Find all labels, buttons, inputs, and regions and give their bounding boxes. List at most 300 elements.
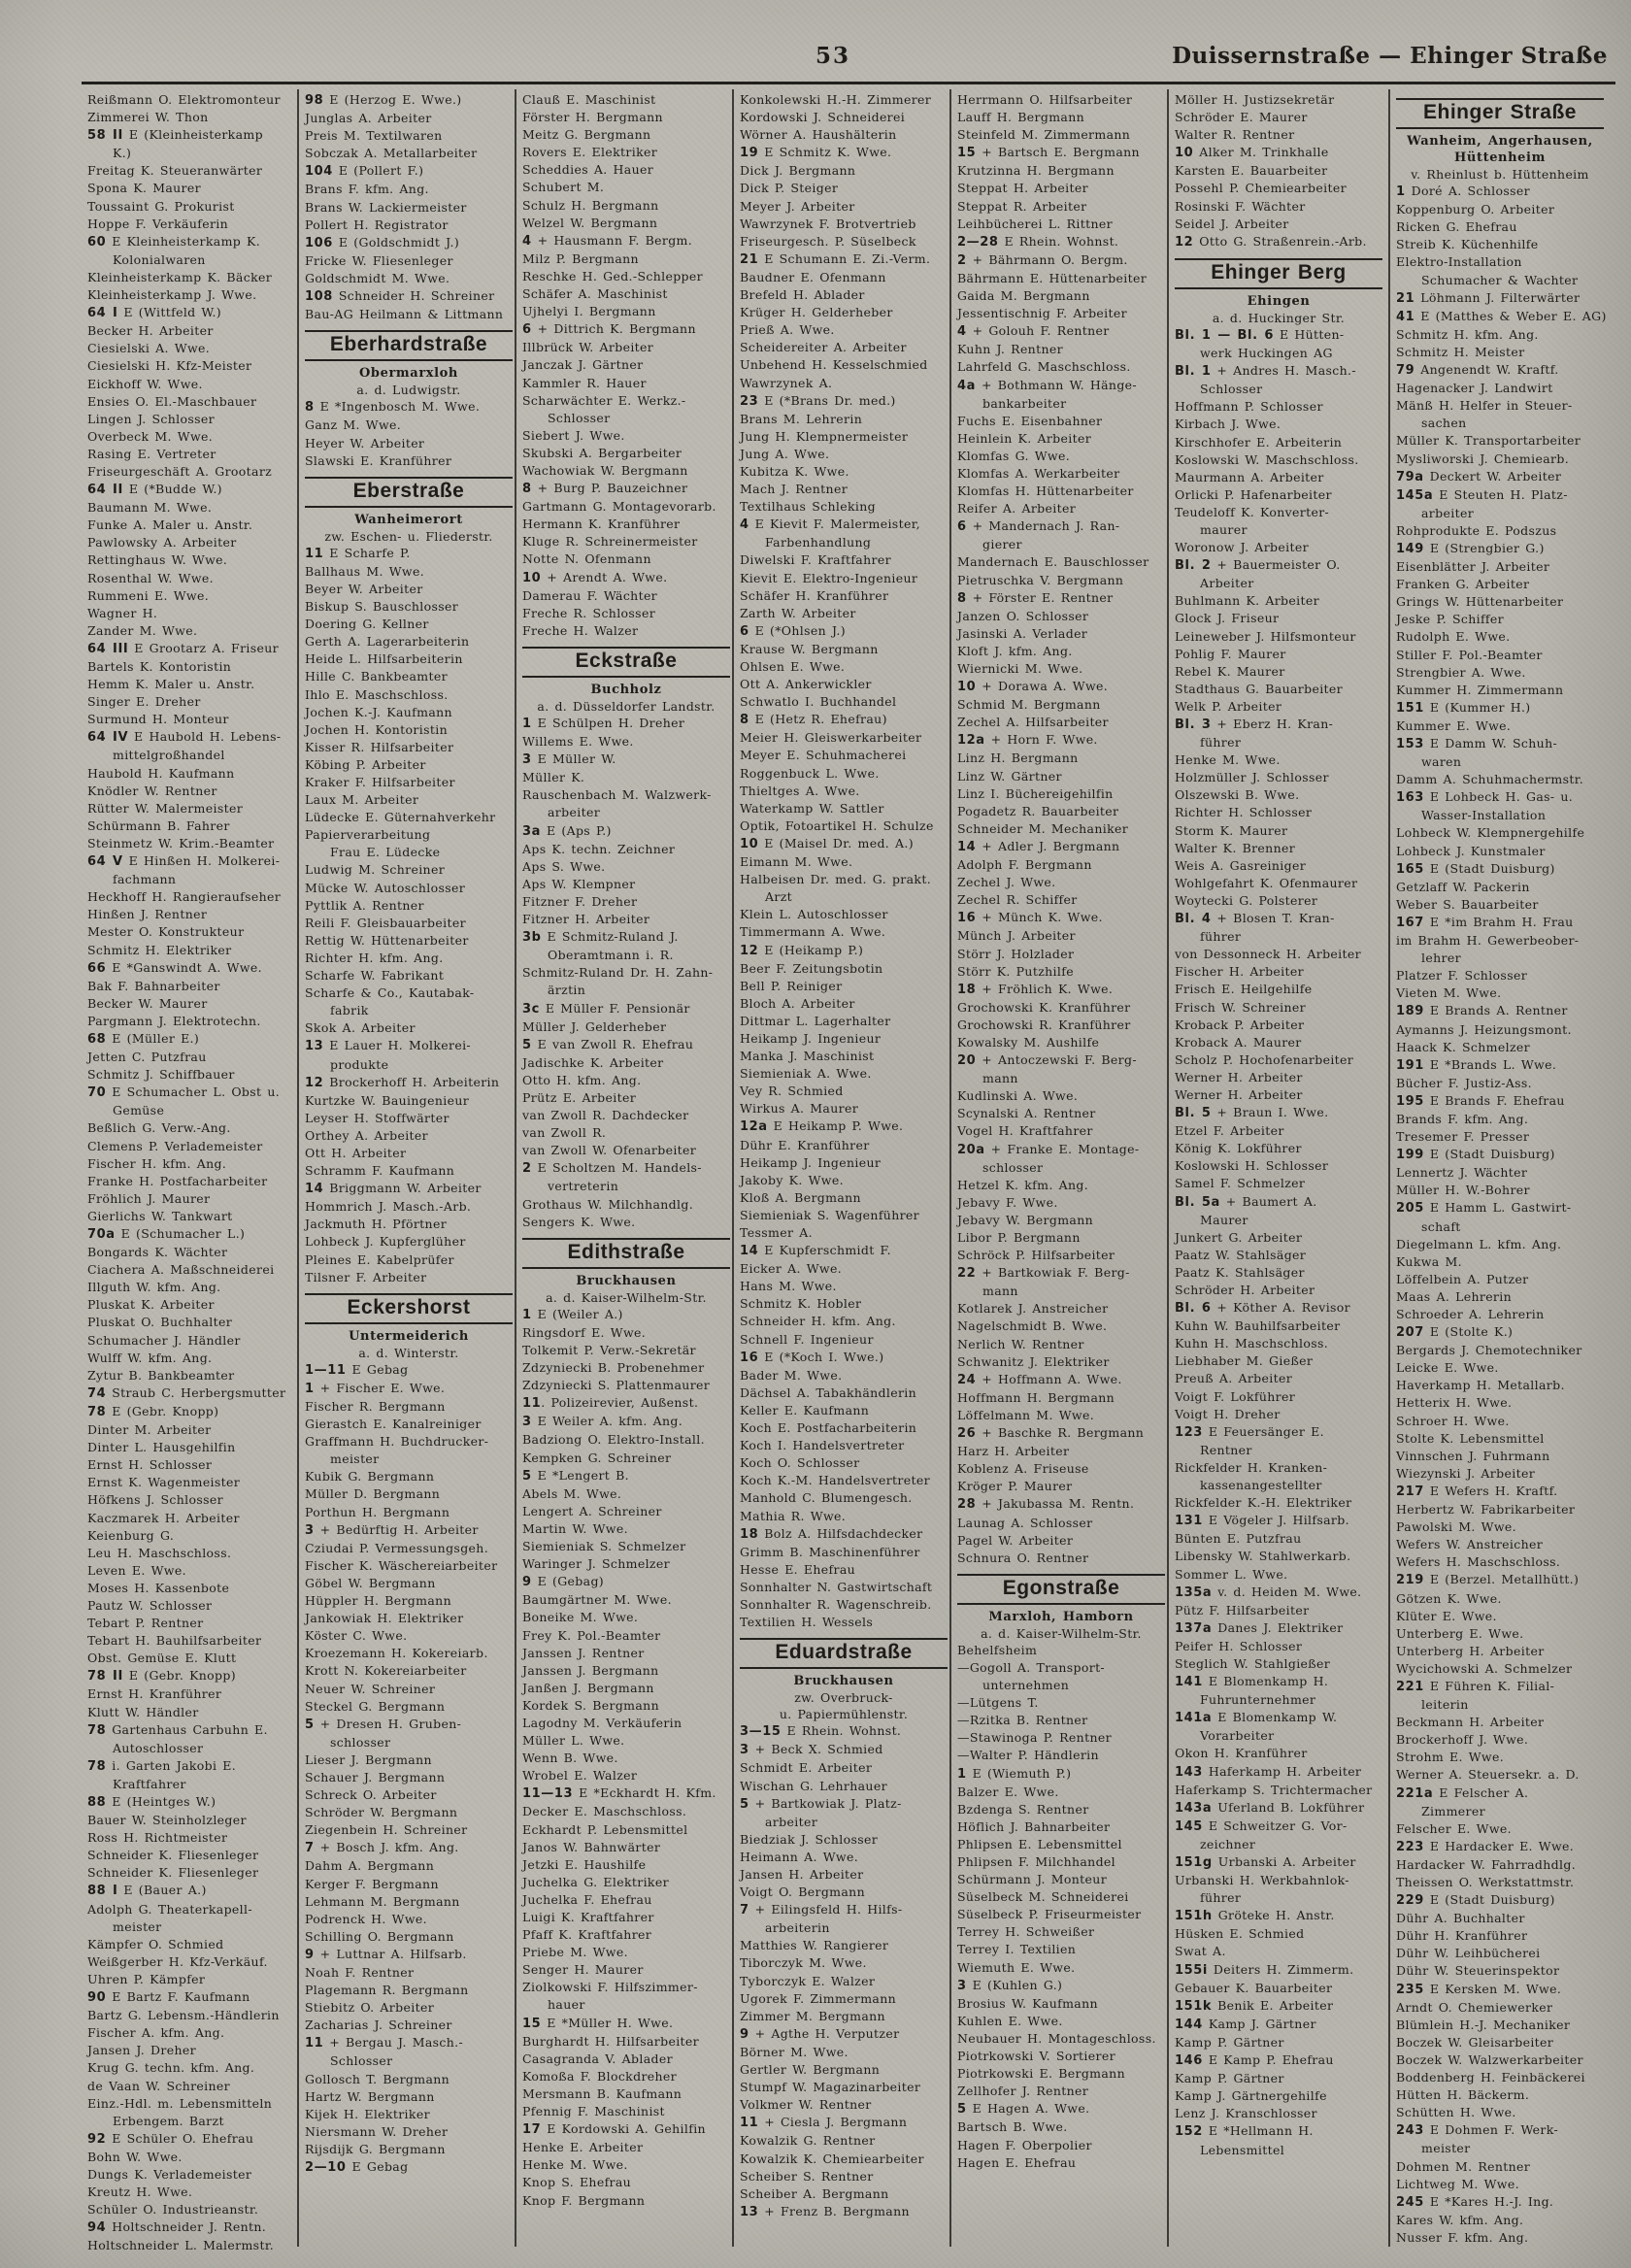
house-number: 94: [87, 2220, 107, 2236]
house-number: 3: [522, 1415, 532, 1430]
directory-entry: Janzen O. Schlosser: [957, 608, 1089, 623]
directory-entry: 3a E (Aps P.): [522, 822, 612, 839]
house-number: 1: [1396, 184, 1406, 200]
directory-entry: Blümlein H.-J. Mechaniker: [1396, 2017, 1571, 2032]
directory-entry: Waterkamp W. Sattler: [740, 800, 884, 816]
directory-entry-continuation: arbeiter: [765, 1814, 818, 1829]
directory-entry: 64 IV E Haubold H. Lebens-: [87, 729, 282, 746]
directory-entry: Bl. 4 + Blosen T. Kran-: [1175, 911, 1335, 927]
directory-entry: von Dessonneck H. Arbeiter: [1175, 947, 1361, 962]
directory-entry: Zytur B. Bankbeamter: [87, 1367, 235, 1383]
directory-entry: 15 E *Müller H. Wwe.: [522, 2015, 674, 2031]
directory-entry: Schmitz H. Meister: [1396, 344, 1525, 359]
directory-entry: Lagodny M. Verkäuferin: [522, 1715, 682, 1730]
directory-entry: 108 Schneider H. Schreiner: [305, 288, 495, 305]
directory-entry: Werner A. Steuersekr. a. D.: [1396, 1767, 1580, 1783]
directory-entry: Steglich W. Stahlgießer: [1175, 1655, 1331, 1671]
directory-entry: Stolte K. Lebensmittel: [1396, 1430, 1545, 1446]
house-number: Bl. 6: [1175, 1301, 1212, 1317]
directory-entry: Steinmetz W. Krim.-Beamter: [87, 835, 275, 850]
directory-entry: Ciesielski A. Wwe.: [87, 341, 211, 356]
directory-entry: Hoffmann H. Bergmann: [957, 1389, 1115, 1405]
directory-entry: Vinnschen J. Fuhrmann: [1396, 1448, 1550, 1463]
directory-entry: Franke H. Postfacharbeiter: [87, 1173, 268, 1188]
directory-entry: Surmund H. Monteur: [87, 712, 229, 727]
directory-entry: Werner H. Arbeiter: [1175, 1069, 1303, 1084]
directory-entry: 3c E Müller F. Pensionär: [522, 1000, 690, 1017]
directory-entry: Kummer E. Wwe.: [1396, 717, 1512, 733]
directory-entry: —Rzitka B. Rentner: [957, 1713, 1088, 1728]
directory-entry: Lohbeck W. Klempnergehilfe: [1396, 825, 1585, 841]
directory-entry: Schmitz J. Schiffbauer: [87, 1067, 235, 1083]
directory-entry: Klein L. Autoschlosser: [740, 907, 888, 922]
house-number: Bl. 1 — Bl. 6: [1175, 327, 1275, 343]
directory-entry: de Vaan W. Schreiner: [87, 2078, 230, 2093]
directory-entry: Schubert M.: [522, 180, 605, 195]
directory-entry: Phlipsen E. Lebensmittel: [957, 1836, 1122, 1851]
directory-entry: 229 E (Stadt Duisburg): [1396, 1892, 1555, 1909]
directory-entry: 78 E (Gebr. Knopp): [87, 1403, 219, 1419]
directory-entry: Hoffmann P. Schlosser: [1175, 399, 1323, 415]
directory-entry: Schmid M. Bergmann: [957, 697, 1101, 713]
directory-entry: Paatz K. Stahlsäger: [1175, 1264, 1305, 1280]
directory-entry-continuation: hauer: [548, 1997, 585, 2013]
directory-entry: Schneider K. Fliesenleger: [87, 1848, 259, 1863]
directory-entry: Zimmerei W. Thon: [87, 110, 209, 125]
directory-entry: Knop S. Ehefrau: [522, 2175, 632, 2190]
directory-column-5: [957, 91, 1165, 2172]
house-number: 28: [957, 1497, 977, 1513]
directory-entry: Libor P. Bergmann: [957, 1230, 1081, 1245]
running-header: Duissernstraße — Ehinger Straße: [1172, 43, 1608, 69]
house-number: 5: [522, 1037, 532, 1052]
directory-entry-continuation: Fuhrunternehmer: [1200, 1692, 1316, 1708]
directory-entry-continuation: unternehmen: [982, 1678, 1070, 1693]
directory-entry: Zechel R. Schiffer: [957, 892, 1078, 908]
directory-entry: Casagranda V. Ablader: [522, 2051, 673, 2066]
column-divider: [732, 89, 734, 2247]
location-subheading: a. d. Winterstr.: [358, 1345, 459, 1360]
directory-entry: Kuhn W. Bauhilfsarbeiter: [1175, 1318, 1341, 1334]
directory-entry: Mathia R. Wwe.: [740, 1508, 847, 1523]
directory-entry: Rickfelder H. Kranken-: [1175, 1459, 1328, 1475]
directory-entry: 135a v. d. Heiden M. Wwe.: [1175, 1584, 1362, 1600]
directory-entry: Porthun H. Bergmann: [305, 1504, 450, 1519]
directory-entry: 13 + Frenz B. Bergmann: [740, 2203, 910, 2219]
directory-entry: Skubski A. Bergarbeiter: [522, 445, 682, 460]
directory-entry: Klomfas G. Wwe.: [957, 448, 1071, 463]
directory-entry: Grochowski R. Kranführer: [957, 1017, 1131, 1032]
directory-entry: Heikamp J. Ingenieur: [740, 1154, 882, 1170]
directory-entry: Pütz F. Hilfsarbeiter: [1175, 1602, 1310, 1618]
directory-entry: Glock J. Friseur: [1175, 611, 1280, 626]
house-number: 21: [740, 251, 759, 267]
house-number: 221a: [1396, 1785, 1434, 1801]
directory-entry: Unbehend H. Kesselschmied: [740, 357, 928, 373]
directory-entry: Klomfas H. Hüttenarbeiter: [957, 484, 1134, 499]
directory-entry: Störr K. Putzhilfe: [957, 963, 1074, 979]
house-number: 2—28: [957, 234, 999, 250]
directory-entry: Lenz J. Kranschlosser: [1175, 2106, 1317, 2121]
directory-entry: van Zwoll R. Dachdecker: [522, 1108, 689, 1123]
directory-entry: Rovers E. Elektriker: [522, 145, 658, 160]
directory-entry: 12a E Heikamp P. Wwe.: [740, 1118, 904, 1135]
directory-entry: Arndt O. Chemiewerker: [1396, 1999, 1553, 2015]
directory-entry: Heikamp J. Ingenieur: [740, 1030, 882, 1046]
house-number: 245: [1396, 2194, 1424, 2210]
directory-entry: Vogel H. Kraftfahrer: [957, 1123, 1093, 1139]
directory-entry: van Zwoll W. Ofenarbeiter: [522, 1143, 697, 1158]
directory-entry: Förster H. Bergmann: [522, 110, 663, 125]
directory-entry: 3 E Müller W.: [522, 751, 616, 768]
directory-entry: Krause W. Bergmann: [740, 641, 879, 656]
house-number: 13: [740, 2204, 759, 2219]
directory-entry: 219 E (Berzel. Metallhütt.): [1396, 1572, 1580, 1588]
directory-entry: Papierverarbeitung: [305, 827, 431, 843]
directory-entry: Beer F. Zeitungsbotin: [740, 960, 883, 976]
directory-entry: Kirbach J. Wwe.: [1175, 417, 1282, 432]
directory-entry: 79 Angenendt W. Kraftf.: [1396, 362, 1559, 379]
directory-entry: Frey K. Pol.-Beamter: [522, 1627, 661, 1643]
directory-entry: Dinter L. Hausgehilfin: [87, 1440, 236, 1455]
house-number: 8: [522, 482, 532, 497]
directory-entry: 41 E (Matthes & Weber E. AG): [1396, 308, 1607, 324]
directory-entry: Fischer H. kfm. Ang.: [87, 1155, 227, 1171]
house-number: 5: [957, 2102, 967, 2118]
directory-entry: 146 E Kamp P. Ehefrau: [1175, 2052, 1334, 2069]
directory-entry: Graffmann H. Buchdrucker-: [305, 1434, 489, 1450]
directory-entry-continuation: arbeiter: [1421, 505, 1475, 520]
directory-entry: 23 E (*Brans Dr. med.): [740, 392, 896, 409]
directory-entry: Piotrkowski E. Bergmann: [957, 2066, 1125, 2082]
directory-entry: 1 E Schülpen H. Dreher: [522, 716, 685, 731]
directory-entry: Bl. 5a + Baumert A.: [1175, 1193, 1317, 1210]
directory-entry: Junglas A. Arbeiter: [305, 111, 432, 126]
directory-entry: Dinter M. Arbeiter: [87, 1422, 212, 1438]
directory-entry: Noah F. Rentner: [305, 1965, 415, 1980]
directory-entry: König K. Lokführer: [1175, 1141, 1302, 1156]
directory-entry: Niersmann W. Dreher: [305, 2123, 449, 2139]
directory-entry: Heinlein K. Arbeiter: [957, 430, 1092, 446]
directory-entry: 12 Brockerhoff H. Arbeiterin: [305, 1074, 500, 1090]
directory-entry: Mücke W. Autoschlosser: [305, 880, 466, 895]
directory-entry: Köster C. Wwe.: [305, 1628, 408, 1644]
directory-entry: Plagemann R. Bergmann: [305, 1983, 469, 1998]
directory-entry-continuation: schlosser: [982, 1159, 1044, 1175]
directory-entry: Preis M. Textilwaren: [305, 128, 443, 144]
directory-entry: 5 + Dresen H. Gruben-: [305, 1716, 462, 1732]
directory-entry: Bartels K. Kontoristin: [87, 659, 232, 674]
directory-entry: Müller D. Bergmann: [305, 1486, 441, 1502]
directory-entry: Damerau F. Wächter: [522, 587, 658, 603]
directory-entry: 20 + Antoczewski F. Berg-: [957, 1052, 1137, 1069]
house-number: 223: [1396, 1839, 1424, 1854]
directory-entry: Pluskat K. Arbeiter: [87, 1297, 215, 1313]
directory-entry: Singer E. Dreher: [87, 694, 201, 710]
house-number: 90: [87, 1990, 107, 2006]
directory-entry: Jetten C. Putzfrau: [87, 1050, 207, 1065]
house-number: 41: [1396, 309, 1415, 324]
directory-entry: 221 E Führen K. Filial-: [1396, 1678, 1555, 1694]
directory-entry: Scheiber A. Bergmann: [740, 2185, 889, 2201]
directory-entry: Mester O. Konstrukteur: [87, 924, 245, 940]
directory-entry: Nagelschmidt B. Wwe.: [957, 1318, 1108, 1334]
directory-entry: 58 II E (Kleinheisterkamp: [87, 127, 263, 144]
house-number: 5: [305, 1717, 315, 1732]
directory-entry: Rasing E. Vertreter: [87, 446, 216, 461]
directory-entry: Grimm B. Maschinenführer: [740, 1544, 920, 1559]
directory-entry: Burghardt H. Hilfsarbeiter: [522, 2033, 699, 2049]
directory-entry: Leicke E. Wwe.: [1396, 1360, 1499, 1376]
house-number: 78: [87, 1404, 107, 1419]
directory-entry: Jochen H. Kontoristin: [305, 721, 448, 737]
directory-entry: Pyttlik A. Rentner: [305, 897, 424, 913]
directory-entry: Dächsel A. Tabakhändlerin: [740, 1384, 917, 1400]
directory-entry: Pleines E. Kabelprüfer: [305, 1251, 454, 1267]
directory-entry: 1 E (Weiler A.): [522, 1306, 623, 1322]
house-number: 60: [87, 234, 107, 250]
directory-entry: Schramm F. Kaufmann: [305, 1163, 455, 1179]
directory-entry: Steckel G. Bergmann: [305, 1698, 446, 1714]
directory-entry: Funke A. Maler u. Anstr.: [87, 517, 253, 533]
directory-entry: Terrey H. Schweißer: [957, 1924, 1095, 1940]
directory-entry: Lahrfeld G. Maschschloss.: [957, 359, 1131, 375]
directory-entry: Roggenbuck L. Wwe.: [740, 765, 880, 781]
directory-entry: Kuhn H. Maschschloss.: [1175, 1336, 1329, 1351]
directory-entry: Lichtweg M. Wwe.: [1396, 2176, 1519, 2191]
directory-entry: Willems E. Wwe.: [522, 734, 634, 750]
directory-entry: Kloß A. Bergmann: [740, 1189, 861, 1205]
directory-entry: Liebhaber M. Gießer: [1175, 1353, 1314, 1369]
street-heading: Eberhardstraße: [305, 330, 513, 361]
directory-entry: Maurmann A. Arbeiter: [1175, 469, 1324, 484]
house-number: 207: [1396, 1325, 1424, 1341]
directory-entry: Schroer H. Wwe.: [1396, 1413, 1510, 1428]
house-number: 9: [740, 2026, 749, 2042]
house-number: 17: [522, 2122, 542, 2138]
directory-entry: Nusser F. kfm. Ang.: [1396, 2229, 1529, 2245]
directory-entry: Tebart H. Bauhilfsarbeiter: [87, 1633, 262, 1649]
directory-entry: Kares W. kfm. Ang.: [1396, 2212, 1524, 2227]
directory-entry: Kirschhofer E. Arbeiterin: [1175, 434, 1343, 450]
directory-entry: 235 E Kersken M. Wwe.: [1396, 1981, 1562, 1997]
house-number: 24: [957, 1372, 977, 1387]
directory-entry: Tiborczyk M. Wwe.: [740, 1955, 867, 1971]
house-number: 10: [522, 570, 542, 585]
directory-entry-continuation: maurer: [1200, 521, 1248, 537]
directory-entry: 26 + Baschke R. Bergmann: [957, 1425, 1145, 1442]
directory-entry: 191 E *Brands L. Wwe.: [1396, 1056, 1557, 1073]
directory-entry: Reili F. Gleisbauarbeiter: [305, 915, 466, 930]
location-subheading: u. Papiermühlenstr.: [779, 1707, 909, 1722]
directory-entry: Bl. 6 + Köther A. Revisor: [1175, 1300, 1351, 1317]
directory-entry: Martin W. Wwe.: [522, 1520, 628, 1536]
directory-entry: Juchelka G. Elektriker: [522, 1874, 669, 1889]
directory-entry: Ott A. Ankerwickler: [740, 677, 872, 692]
house-number: 10: [957, 680, 977, 695]
directory-entry: —Walter P. Händlerin: [957, 1748, 1099, 1763]
directory-entry: Janssen J. Rentner: [522, 1645, 645, 1660]
directory-entry: Pietruschka V. Bergmann: [957, 572, 1124, 587]
house-number: 2: [957, 252, 967, 268]
directory-entry: Ensies O. El.-Maschbauer: [87, 393, 257, 409]
house-number: 74: [87, 1385, 107, 1401]
directory-entry: 1 Doré A. Schlosser: [1396, 183, 1530, 200]
directory-entry: Fitzner H. Arbeiter: [522, 912, 650, 927]
house-number: 1: [305, 1381, 315, 1396]
directory-entry: Köbing P. Arbeiter: [305, 756, 426, 772]
directory-entry: Schürmann J. Monteur: [957, 1872, 1108, 1887]
directory-entry: Voigt O. Bergmann: [740, 1884, 865, 1900]
directory-entry: Zarth W. Arbeiter: [740, 605, 856, 620]
directory-entry: Priebe M. Wwe.: [522, 1945, 628, 1960]
directory-entry: Hommrich J. Masch.-Arb.: [305, 1199, 472, 1215]
directory-entry-continuation: arbeiter: [548, 805, 601, 820]
directory-entry: Schröder E. Maurer: [1175, 110, 1308, 125]
directory-entry: Jung H. Klempnermeister: [740, 428, 909, 444]
house-number: 1: [957, 1766, 967, 1782]
directory-entry: Sonnhalter N. Gastwirtschaft: [740, 1579, 933, 1594]
directory-entry: 131 E Vögeler J. Hilfsarb.: [1175, 1513, 1349, 1529]
directory-entry: Haubold H. Kaufmann: [87, 765, 235, 781]
directory-entry: Eckhardt P. Lebensmittel: [522, 1821, 688, 1837]
directory-entry: Scheidereiter A. Arbeiter: [740, 340, 907, 355]
directory-entry: Peifer H. Schlosser: [1175, 1638, 1303, 1653]
directory-entry: 9 + Agthe H. Verputzer: [740, 2025, 900, 2042]
directory-entry: Notte N. Ofenmann: [522, 551, 651, 567]
directory-entry-continuation: ärztin: [548, 983, 586, 998]
directory-entry: 6 + Dittrich K. Bergmann: [522, 321, 696, 338]
directory-entry: 79a Deckert W. Arbeiter: [1396, 468, 1562, 484]
location-subheading: v. Rheinlust b. Hüttenheim: [1411, 167, 1589, 183]
directory-entry-continuation: werk Huckingen AG: [1200, 346, 1333, 361]
directory-entry: 88 E (Heintges W.): [87, 1794, 216, 1810]
house-number: 123: [1175, 1424, 1203, 1440]
directory-entry-continuation: Lebensmittel: [1200, 2142, 1285, 2157]
directory-entry: Konkolewski H.-H. Zimmerer: [740, 92, 932, 107]
directory-entry: Jochen K.-J. Kaufmann: [305, 704, 452, 719]
directory-entry: 22 + Bartkowiak F. Berg-: [957, 1265, 1130, 1282]
directory-entry: Gertler W. Bergmann: [740, 2062, 881, 2078]
house-number: 16: [740, 1350, 759, 1365]
house-number: 151h: [1175, 1909, 1213, 1924]
directory-entry: Damm A. Schuhmachermstr.: [1396, 772, 1584, 787]
directory-entry: Volkmer W. Rentner: [740, 2097, 872, 2113]
directory-entry: Bader M. Wwe.: [740, 1367, 843, 1383]
directory-entry: Eicker A. Wwe.: [740, 1261, 843, 1277]
directory-entry: Boddenberg H. Feinbäckerei: [1396, 2070, 1585, 2085]
directory-entry: 64 I E (Wittfeld W.): [87, 305, 221, 321]
directory-entry: 10 Alker M. Trinkhalle: [1175, 145, 1329, 161]
directory-entry: 155i Deiters H. Zimmerm.: [1175, 1961, 1354, 1978]
directory-entry: Clemens P. Verlademeister: [87, 1138, 263, 1153]
directory-entry: Eimann M. Wwe.: [740, 854, 853, 870]
directory-entry: 16 E (*Koch I. Wwe.): [740, 1349, 884, 1365]
house-number: 205: [1396, 1201, 1424, 1217]
directory-entry: Dittmar L. Lagerhalter: [740, 1013, 891, 1028]
house-number: 10: [1175, 146, 1194, 161]
directory-entry: Lieser J. Bergmann: [305, 1751, 432, 1767]
directory-entry: 78 II E (Gebr. Knopp): [87, 1668, 236, 1684]
directory-entry: Hans M. Wwe.: [740, 1279, 837, 1294]
directory-entry: Theissen O. Werkstattmstr.: [1396, 1875, 1575, 1889]
house-number: 11—13: [522, 1786, 574, 1802]
directory-entry: —Stawinoga P. Rentner: [957, 1730, 1112, 1746]
directory-entry: Wenn B. Wwe.: [522, 1751, 618, 1766]
directory-entry: Wawrzynek F. Brotvertrieb: [740, 216, 916, 231]
house-number: 104: [305, 164, 333, 180]
street-heading: Eduardstraße: [740, 1638, 948, 1669]
directory-entry-continuation: zeichner: [1200, 1836, 1256, 1851]
directory-entry: Kämpfer O. Schmied: [87, 1936, 224, 1951]
directory-entry: Jessentischnig F. Arbeiter: [957, 306, 1127, 321]
directory-entry: 145 E Schweitzer G. Vor-: [1175, 1818, 1348, 1834]
house-number: 6: [957, 519, 967, 535]
directory-entry: Weis A. Gasreiniger: [1175, 857, 1307, 873]
directory-entry: Wischan G. Lehrhauer: [740, 1778, 887, 1793]
directory-entry: Löffelmann M. Wwe.: [957, 1407, 1095, 1422]
directory-entry: Wefers H. Maschschloss.: [1396, 1554, 1561, 1570]
directory-entry: Henke M. Wwe.: [522, 2157, 628, 2173]
directory-entry: Kudlinski A. Wwe.: [957, 1088, 1079, 1104]
directory-entry: Mänß H. Helfer in Steuer-: [1396, 398, 1573, 414]
directory-entry: 21 E Schumann E. Zi.-Verm.: [740, 250, 931, 267]
house-number: 155i: [1175, 1962, 1208, 1978]
street-heading: Eckershorst: [305, 1293, 513, 1324]
directory-entry: Tyborczyk E. Walzer: [740, 1973, 876, 1988]
directory-entry: Leineweber J. Hilfsmonteur: [1175, 628, 1356, 644]
directory-entry: Schneider H. kfm. Ang.: [740, 1314, 896, 1329]
directory-entry: 18 Bolz A. Hilfsdachdecker: [740, 1525, 923, 1542]
street-heading: Edithstraße: [522, 1238, 730, 1269]
directory-entry: Decker E. Maschschloss.: [522, 1804, 687, 1819]
directory-entry: 18 + Fröhlich K. Wwe.: [957, 981, 1114, 997]
house-number: 3: [957, 1978, 967, 1993]
directory-entry: Clauß E. Maschinist: [522, 92, 656, 107]
house-number: 229: [1396, 1893, 1424, 1909]
directory-entry: Bl. 5 + Braun I. Wwe.: [1175, 1105, 1329, 1121]
directory-entry: Schmitz H. Elektriker: [87, 942, 232, 957]
directory-entry: 74 Straub C. Herbergsmutter: [87, 1384, 286, 1401]
directory-entry: Süselbeck M. Schneiderei: [957, 1889, 1129, 1905]
house-number: 18: [957, 982, 977, 997]
directory-entry: Stiller F. Pol.-Beamter: [1396, 647, 1543, 662]
directory-entry: Bak F. Bahnarbeiter: [87, 978, 220, 993]
directory-entry: 143 Haferkamp H. Arbeiter: [1175, 1763, 1362, 1780]
district-subheading: Bruckhausen: [793, 1674, 894, 1689]
directory-column-4: [740, 91, 948, 2221]
directory-entry: 90 E Bartz F. Kaufmann: [87, 1989, 250, 2006]
directory-entry: Gebauer K. Bauarbeiter: [1175, 1980, 1333, 1995]
directory-entry: Wiezynski J. Arbeiter: [1396, 1465, 1536, 1481]
directory-entry: 15 + Bartsch E. Bergmann: [957, 145, 1140, 161]
directory-entry: 10 + Dorawa A. Wwe.: [957, 679, 1109, 695]
directory-entry: Hardacker W. Fahrradhdlg.: [1396, 1856, 1577, 1872]
directory-entry: Cziudai P. Vermessungsgeh.: [305, 1540, 489, 1555]
directory-entry: 163 E Lohbeck H. Gas- u.: [1396, 789, 1574, 806]
directory-entry-continuation: Farbenhandlung: [765, 535, 872, 550]
directory-entry: Voigt F. Lokführer: [1175, 1388, 1296, 1404]
directory-entry: 78 Gartenhaus Carbuhn E.: [87, 1721, 268, 1738]
house-number: 153: [1396, 737, 1424, 751]
directory-entry: Grings W. Hüttenarbeiter: [1396, 594, 1564, 610]
directory-entry: Scharfe W. Fabrikant: [305, 968, 445, 984]
directory-entry: 11 E Scharfe P.: [305, 545, 411, 561]
directory-entry: Dühr W. Leihbücherei: [1396, 1946, 1541, 1961]
directory-entry: Dühr A. Buchhalter: [1396, 1911, 1525, 1926]
column-divider: [1388, 89, 1390, 2247]
directory-entry: Streib K. Küchenhilfe: [1396, 237, 1539, 252]
